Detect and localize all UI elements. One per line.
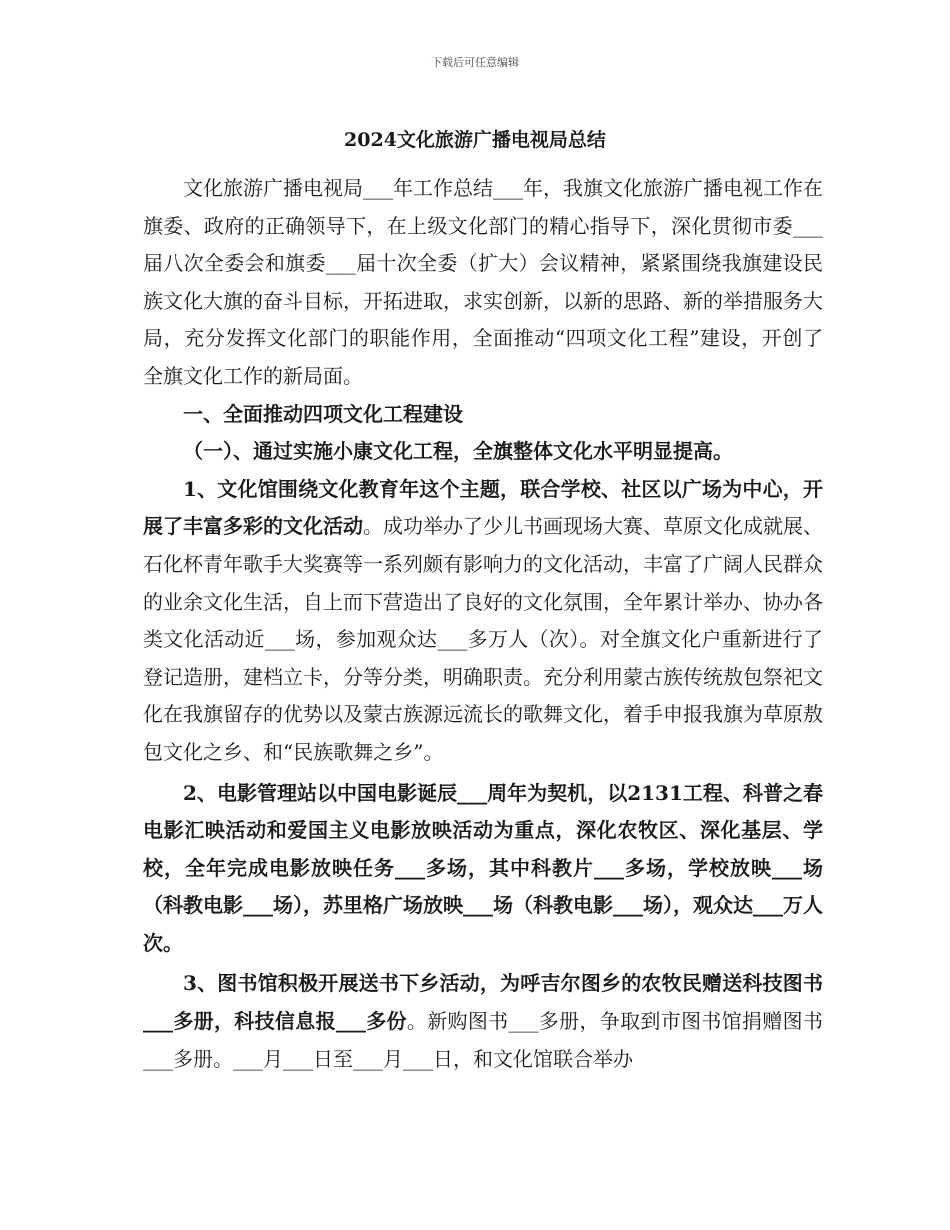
document-body <box>143 170 823 1078</box>
heading-section-1: 一、全面推动四项文化工程建设 <box>183 401 463 426</box>
heading-subsection-1: （一）、通过实施小康文化工程，全旗整体文化水平明显提高。 <box>183 439 733 464</box>
paragraph-item-1-lead: 1、文化馆围绕文化教育年这个主题，联合学校、社区以广场为中心，开展了丰富多彩的文化活动 <box>143 476 823 539</box>
paragraph-item-3 <box>143 965 823 1078</box>
paragraph-item-1 <box>143 471 823 772</box>
document-title: 2024文化旅游广播电视局总结 <box>344 129 606 151</box>
paragraph-item-3-body: 。新购图书___多册，争取到市图书馆捐赠图书___多册。___月___日至___月___日，和文化馆联合举办 <box>143 1009 824 1071</box>
paragraph-intro: 文化旅游广播电视局___年工作总结___年，我旗文化旅游广播电视工作在旗委、政府的正确领导下，在上级文化部门的精心指导下，深化贯彻市委___届八次全委会和旗委___届十次全委（扩大）会议精神，紧紧围绕我旗建设民族文化大旗的奋斗目标，开拓进取，求实创新，以新的思路、新的举措服务大局，充分发挥文化部门的职能作用，全面推动“四项文化工程”建设，开创了全旗文化工作的新局面。 <box>143 176 823 388</box>
paragraph-item-2: 2、电影管理站以中国电影诞辰___周年为契机，以2131工程、科普之春电影汇映活动和爱国主义电影放映活动为重点，深化农牧区、深化基层、学校，全年完成电影放映任务___多场，其中科教片___多场，学校放映___场（科教电影___场），苏里格广场放映___场（科教电影___场），观众达___万人次。 <box>143 780 823 955</box>
page-header: 下载后可任意编辑 <box>431 56 519 69</box>
paragraph-item-3-lead: 3、图书馆积极开展送书下乡活动，为呼吉尔图乡的农牧民赠送科技图书___多册，科技信息报___多份 <box>143 971 823 1034</box>
paragraph-item-1-body: 。成功举办了少儿书画现场大赛、草原文化成就展、石化杯青年歌手大奖赛等一系列颇有影响力的文化活动，丰富了广阔人民群众的业余文化生活，自上而下营造出了良好的文化氛围，全年累计举办、协办各类文化活动近___场，参加观众达___多万人（次）。对全旗文化户重新进行了登记造册，建档立卡，分等分类，明确职责。充分利用蒙古族传统敖包祭祀文化在我旗留存的优势以及蒙古族源远流长的歌舞文化，着手申报我旗为草原敖包文化之乡、和“民族歌舞之乡”。 <box>143 514 823 764</box>
